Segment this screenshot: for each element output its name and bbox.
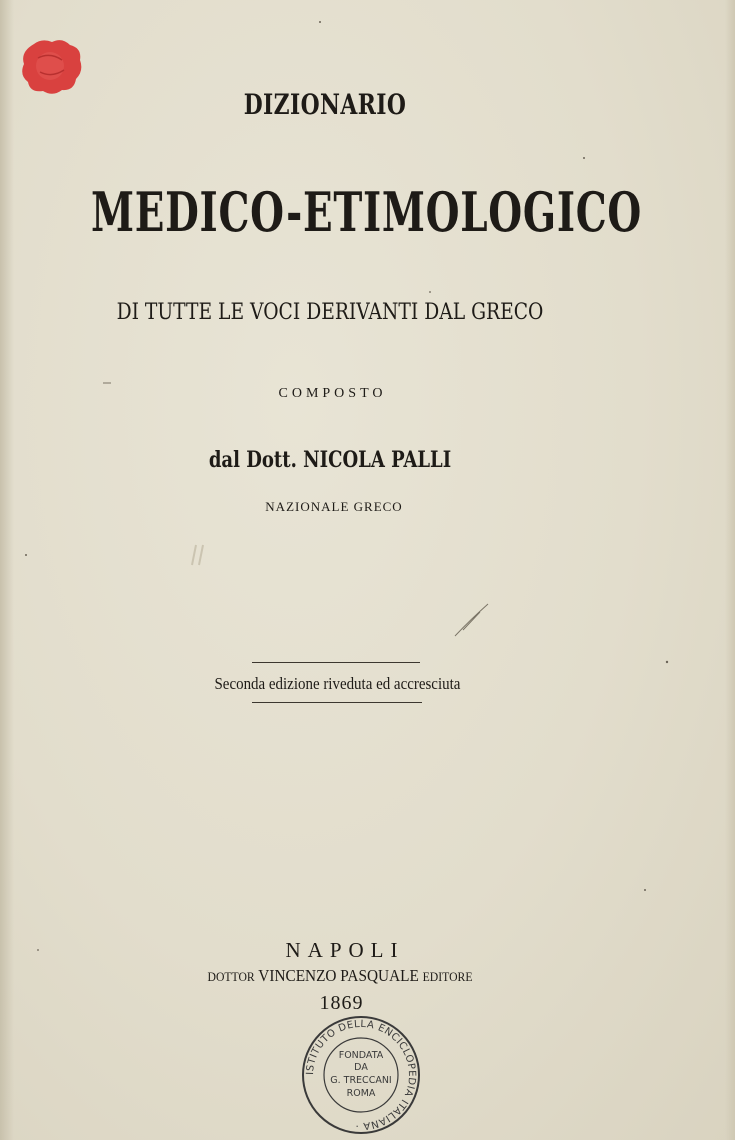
imprint-year: 1869 — [319, 992, 364, 1014]
svg-text:DA: DA — [354, 1062, 368, 1073]
imprint-title-prefix: DOTTOR — [207, 969, 255, 984]
svg-text:G. TRECCANI: G. TRECCANI — [330, 1075, 392, 1086]
imprint-publisher-line — [34, 966, 646, 986]
subtitle: DI TUTTE LE VOCI DERIVANTI DAL GRECO — [116, 300, 544, 325]
svg-text:FONDATA: FONDATA — [338, 1050, 384, 1061]
author-line: dal Dott. NICOLA PALLI — [208, 447, 452, 473]
title-line-2: MEDICO-ETIMOLOGICO — [90, 180, 642, 244]
edition-rule-top — [252, 662, 420, 663]
imprint-role: EDITORE — [422, 969, 473, 984]
imprint-publisher: VINCENZO PASQUALE — [258, 966, 419, 985]
library-stamp-icon — [298, 1012, 424, 1138]
composed-label: COMPOSTO — [278, 386, 387, 401]
edition-rule-bottom — [252, 702, 422, 703]
title-line-1: DIZIONARIO — [243, 88, 407, 121]
svg-text:ISTITUTO DELLA ENCICLOPEDIA IT: ISTITUTO DELLA ENCICLOPEDIA ITALIANA · — [304, 1018, 418, 1132]
imprint-city: NAPOLI — [285, 938, 405, 962]
author-nationality: NAZIONALE GRECO — [265, 499, 403, 514]
svg-text:ROMA: ROMA — [346, 1088, 376, 1099]
edition-statement: Seconda edizione riveduta ed accresciuta — [214, 674, 461, 693]
